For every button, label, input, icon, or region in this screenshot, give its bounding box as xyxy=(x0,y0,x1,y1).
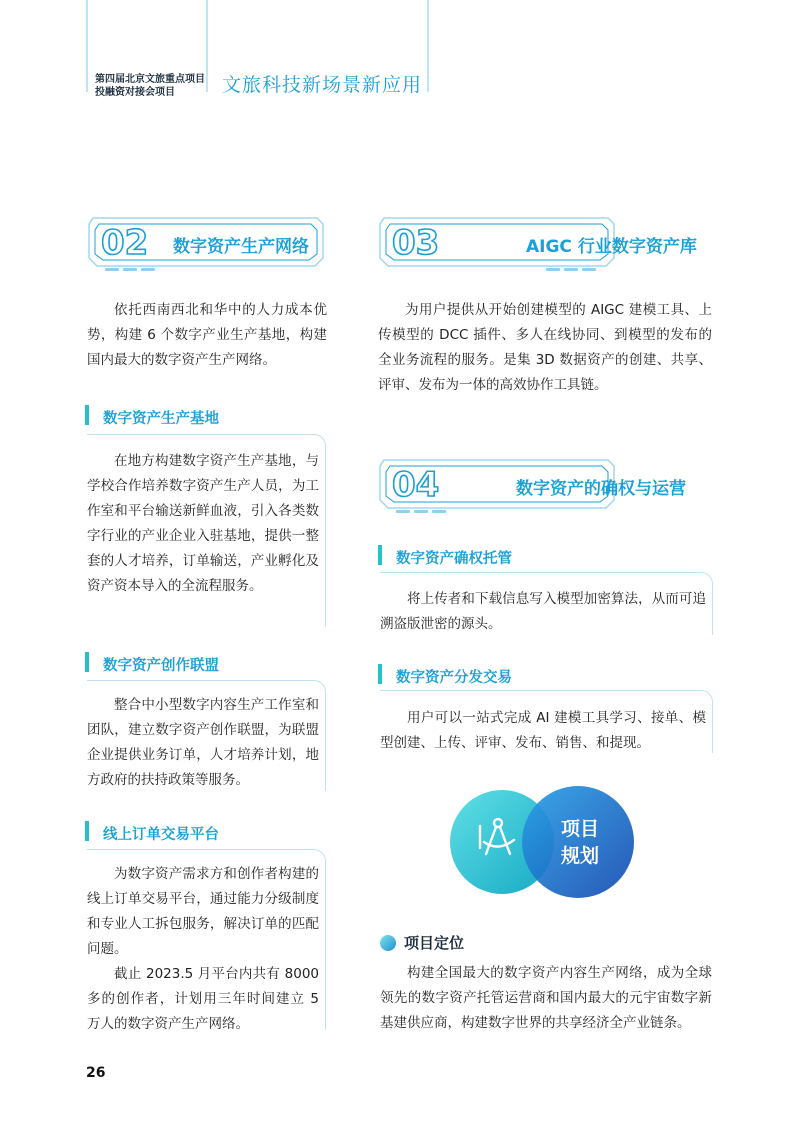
sub-heading-alliance xyxy=(85,650,325,680)
header-line1: 第四届北京文旅重点项目 xyxy=(95,74,205,85)
section-02-title: 数字资产生产网络 xyxy=(173,237,309,257)
sub-heading-marker xyxy=(85,819,99,845)
sub-heading-marker xyxy=(378,543,392,569)
sub-base-text: 在地方构建数字资产生产基地，与学校合作培养数字资产生产人员，为工作室和平台输送新鲜血液，引入各类数字行业的产业企业入驻基地，提供一整套的人才培养，订单输送，产业孵化及资产资本导入的全流程服务。 xyxy=(87,453,319,594)
project-position-body xyxy=(380,961,712,1036)
sub-trade-body xyxy=(380,706,706,756)
svg-text:02: 02 xyxy=(101,225,149,261)
sub-heading-marker xyxy=(85,650,99,676)
sub-heading-base xyxy=(85,403,325,433)
section-02-body xyxy=(87,298,327,373)
header-event-name xyxy=(95,73,215,99)
sub-alliance-body xyxy=(87,693,319,793)
sub-alliance-text: 整合中小型数字内容生产工作室和团队，建立数字资产创作联盟，为联盟企业提供业务订单，人才培养计划，地方政府的扶持政策等服务。 xyxy=(87,697,319,788)
section-03-text: 为用户提供从开始创建模型的 AIGC 建模工具、上传模型的 DCC 插件、多人在线协同、到模型的发布的全业务流程的服务。是集 3D 数据资产的创建、共享、评审、发布为一体的高效协作工具链。 xyxy=(378,302,712,393)
sub-heading-custody xyxy=(378,543,712,573)
section-02-text: 依托西南西北和华中的人力成本优势，构建 6 个数字产业生产基地，构建国内最大的数字资产生产网络。 xyxy=(87,302,327,368)
section-03-title: AIGC 行业数字资产库 xyxy=(526,237,697,257)
sub-orders-text-2: 截止 2023.5 月平台内共有 8000 多的创作者，计划用三年时间建立 5 万人的数字资产生产网络。 xyxy=(87,966,319,1032)
section-03-body xyxy=(378,298,712,398)
sub-heading-orders-title: 线上订单交易平台 xyxy=(103,827,219,843)
sub-heading-marker xyxy=(85,403,99,429)
section-number-03 xyxy=(392,225,462,261)
svg-text:04: 04 xyxy=(392,467,440,503)
section-03-header xyxy=(376,214,697,274)
sub-heading-orders xyxy=(85,819,325,849)
sub-trade-text: 用户可以一站式完成 AI 建模工具学习、接单、模型创建、上传、评审、发布、销售、和提现。 xyxy=(380,710,706,751)
project-position-title: 项目定位 xyxy=(404,934,465,952)
section-number-04 xyxy=(392,467,462,503)
blue-circle xyxy=(522,786,634,898)
section-04-header xyxy=(376,456,686,516)
section-02-header xyxy=(85,214,325,274)
header-title: 文旅科技新场景新应用 xyxy=(222,74,423,96)
bullet-dot-icon xyxy=(378,933,398,953)
sub-heading-alliance-title: 数字资产创作联盟 xyxy=(103,658,219,674)
sub-custody-body xyxy=(380,587,706,637)
sub-custody-text: 将上传者和下载信息写入模型加密算法，从而可追溯盗版泄密的源头。 xyxy=(380,591,706,632)
sub-heading-marker xyxy=(378,662,392,688)
header-line2: 投融资对接会项目 xyxy=(95,87,175,98)
project-position-heading xyxy=(378,930,578,956)
project-planning-graphic xyxy=(440,780,640,905)
sub-heading-trade-title: 数字资产分发交易 xyxy=(396,670,512,686)
badge-line2: 规划 xyxy=(560,845,600,867)
sub-heading-custody-title: 数字资产确权托管 xyxy=(396,551,512,567)
page-number: 26 xyxy=(86,1065,106,1081)
sub-orders-body xyxy=(87,862,319,1037)
sub-base-body xyxy=(87,449,319,599)
badge-line1: 项目 xyxy=(560,818,600,840)
sub-heading-base-title: 数字资产生产基地 xyxy=(103,411,219,427)
section-number-02 xyxy=(101,225,171,261)
sub-heading-trade xyxy=(378,662,712,692)
section-04-title: 数字资产的确权与运营 xyxy=(516,479,686,499)
svg-text:03: 03 xyxy=(392,225,440,261)
project-position-text: 构建全国最大的数字资产内容生产网络，成为全球领先的数字资产托管运营商和国内最大的元宇宙数字新基建供应商，构建数字世界的共享经济全产业链条。 xyxy=(380,965,712,1031)
sub-orders-text-1: 为数字资产需求方和创作者构建的线上订单交易平台，通过能力分级制度和专业人工拆包服务，解决订单的匹配问题。 xyxy=(87,866,319,957)
